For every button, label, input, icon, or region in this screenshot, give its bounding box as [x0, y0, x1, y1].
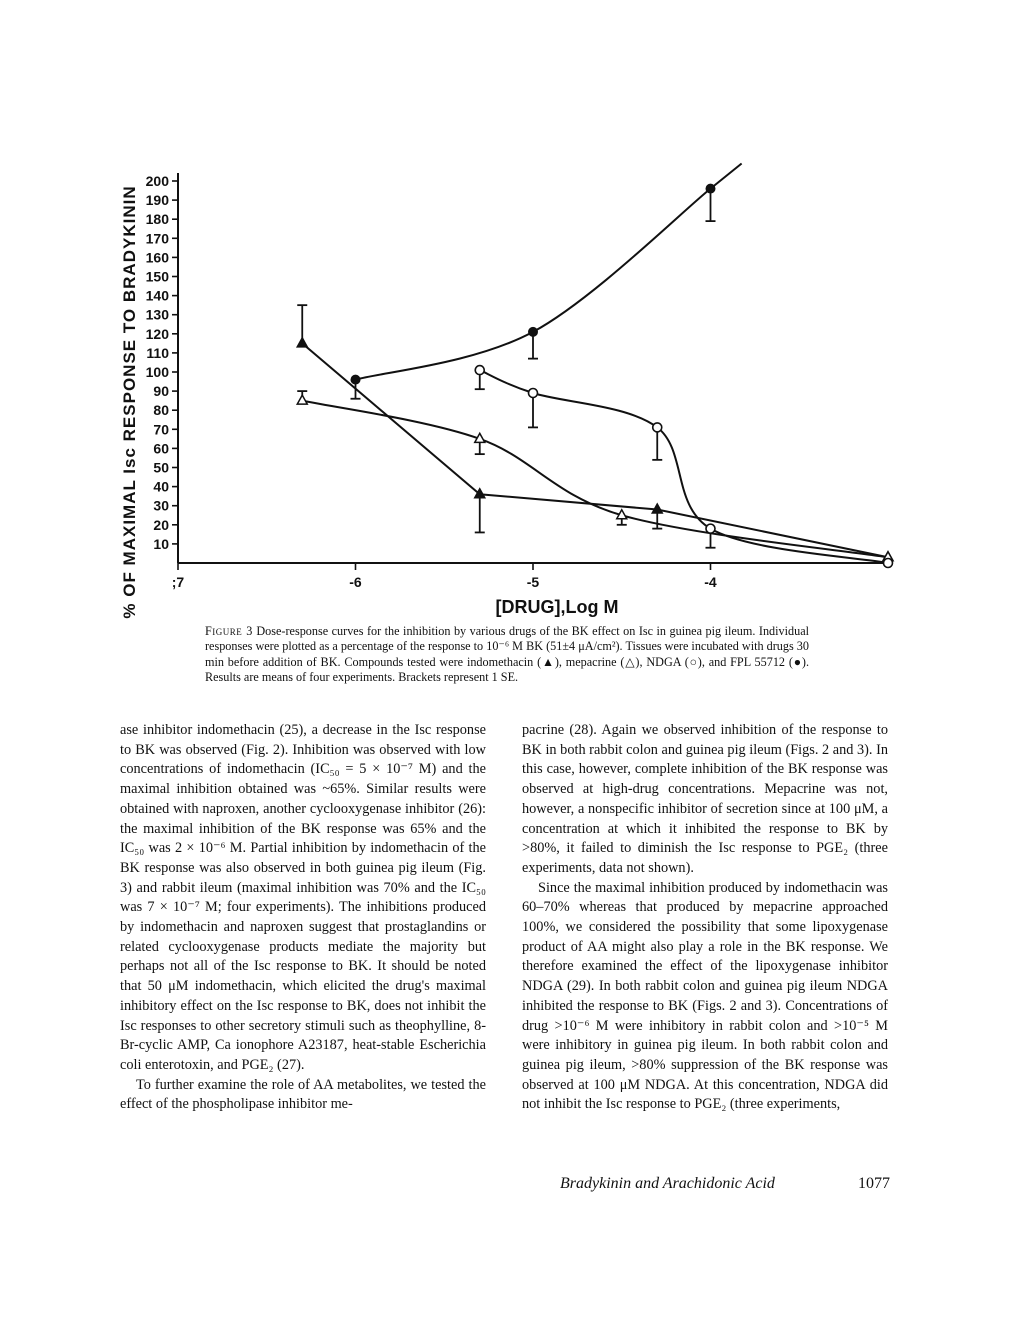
series-line: [302, 401, 888, 558]
data-point: [706, 184, 715, 193]
x-tick-label: -4: [704, 574, 717, 590]
data-point: [297, 395, 307, 404]
body-column-right: [522, 721, 888, 1115]
series-line: [302, 343, 888, 557]
page-footer: [560, 1175, 890, 1193]
y-tick-label: 40: [153, 478, 169, 495]
y-tick-label: 160: [145, 249, 169, 266]
data-point: [884, 559, 893, 568]
y-tick-label: 80: [153, 402, 169, 419]
y-tick-label: 100: [145, 364, 169, 380]
y-tick-label: 30: [153, 497, 169, 514]
y-tick-label: 20: [153, 516, 169, 533]
data-point: [529, 327, 538, 336]
caption-text: Dose-response curves for the inhibition by various drugs of the BK effect on Isc in guinea pig ileum. Individual responses were plotted as a percentage of the response to 10⁻⁶ M BK (51±4 μA/cm²). Tissues were incubated with drugs 30 min before addition of BK. Compounds tested were indomethacin (▲), mepacrine (△), NDGA (○), and FPL 55712 (●). Results are means of four experiments. Brackets represent 1 SE.: [205, 624, 809, 684]
data-point: [351, 375, 360, 384]
y-tick-label: 190: [145, 192, 169, 209]
y-tick-label: 70: [153, 421, 169, 438]
y-tick-label: 140: [145, 287, 169, 304]
x-tick-label: -5: [526, 574, 540, 590]
chart-axes: [172, 173, 888, 570]
y-tick-label: 90: [153, 383, 169, 400]
y-axis-title: % OF MAXIMAL Isc RESPONSE TO BRADYKININ: [120, 185, 139, 619]
page-number: 1077: [858, 1175, 890, 1192]
chart-curves: [302, 164, 888, 563]
x-tick-label: -6: [349, 574, 362, 590]
y-tick-label: 60: [153, 440, 169, 457]
body-paragraph: ase inhibitor indomethacin (25), a decrease in the Isc response to BK was observed (Fig. 2). Inhibition was observed with low concentrations of indomethacin (IC₅₀ = 5 × 10⁻⁷ M) and the maximal inhibition obtained was ~65%. Similar results were obtained with naproxen, another cyclooxygenase inhibitor (26): the maximal inhibition of the BK response was 65% and the IC₅₀ was 2 × 10⁻⁶ M. Partial inhibition by indomethacin of the BK response was also observed in both guinea pig ileum (Fig. 3) and rabbit ileum (maximal inhibition was 70% and the IC₅₀ was 7 × 10⁻⁷ M; four experiments). The inhibitions produced by indomethacin and naproxen suggest that prostaglandins or related cyclooxygenase products mediate the majority but perhaps not all of the Isc response to BK. It should be noted that 50 μM indomethacin, which elicited the drug's maximal inhibitory effect on the Isc response to BK, does not inhibit the Isc responses to other secretory stimuli such as theophylline, 8-Br-cyclic AMP, Ca ionophore A23187, heat-stable Escherichia coli enterotoxin, and PGE₂ (27).: [120, 722, 486, 1073]
y-tick-label: 150: [145, 268, 169, 285]
body-paragraph: To further examine the role of AA metabolites, we tested the effect of the phospholipase inhibitor me-: [120, 1076, 486, 1113]
data-point: [475, 366, 484, 375]
y-tick-label: 200: [145, 173, 169, 189]
data-point: [297, 338, 307, 347]
dose-response-chart: [0, 0, 1020, 620]
x-tick-label: ;7: [171, 574, 185, 590]
y-tick-label: 110: [146, 344, 169, 361]
figure-label: Figure 3: [205, 624, 253, 638]
y-tick-label: 180: [145, 211, 169, 228]
chart-labels: [120, 173, 717, 619]
y-tick-label: 10: [153, 535, 169, 552]
body-paragraph: pacrine (28). Again we observed inhibition of the response to BK in both rabbit colon and guinea pig ileum (Figs. 2 and 3). In this case, however, complete inhibition of the BK response was observed at high-drug concentrations. Mepacrine was not, however, a nonspecific inhibitor of secretion since at 100 μM, a concentration at which it inhibited the response to BK by >80%, it failed to diminish the Isc response to PGE₂ (three experiments, data not shown).: [522, 722, 888, 876]
chart-marks: [297, 184, 893, 567]
series-line-extension: [711, 164, 742, 189]
data-point: [706, 524, 715, 533]
y-tick-label: 170: [145, 230, 169, 247]
running-title: Bradykinin and Arachidonic Acid: [560, 1175, 775, 1192]
body-column-left: [120, 721, 486, 1115]
series-line: [480, 370, 888, 563]
y-tick-label: 120: [145, 325, 169, 342]
data-point: [529, 389, 538, 398]
x-axis-title: [DRUG],Log M: [495, 597, 619, 617]
y-tick-label: 50: [153, 459, 169, 476]
body-paragraph: Since the maximal inhibition produced by indomethacin was 60–70% whereas that produced by mepacrine approached 100%, we considered the possibility that some lipoxygenase product of AA might also play a role in the BK response. We therefore examined the effect of the lipoxygenase inhibitor NDGA (29). In both rabbit colon and guinea pig ileum NDGA inhibited the response to BK (Figs. 2 and 3). Concentrations of drug >10⁻⁶ M were inhibitory in rabbit colon and >10⁻⁵ M were inhibitory in guinea pig ileum. In both rabbit colon and guinea pig ileum, >80% suppression of the BK response was observed at 100 μM NDGA. At this concentration, NDGA did not inhibit the Isc response to PGE₂ (three experiments,: [522, 879, 888, 1113]
data-point: [653, 423, 662, 432]
figure-caption: [205, 624, 809, 685]
y-tick-label: 130: [145, 306, 169, 323]
